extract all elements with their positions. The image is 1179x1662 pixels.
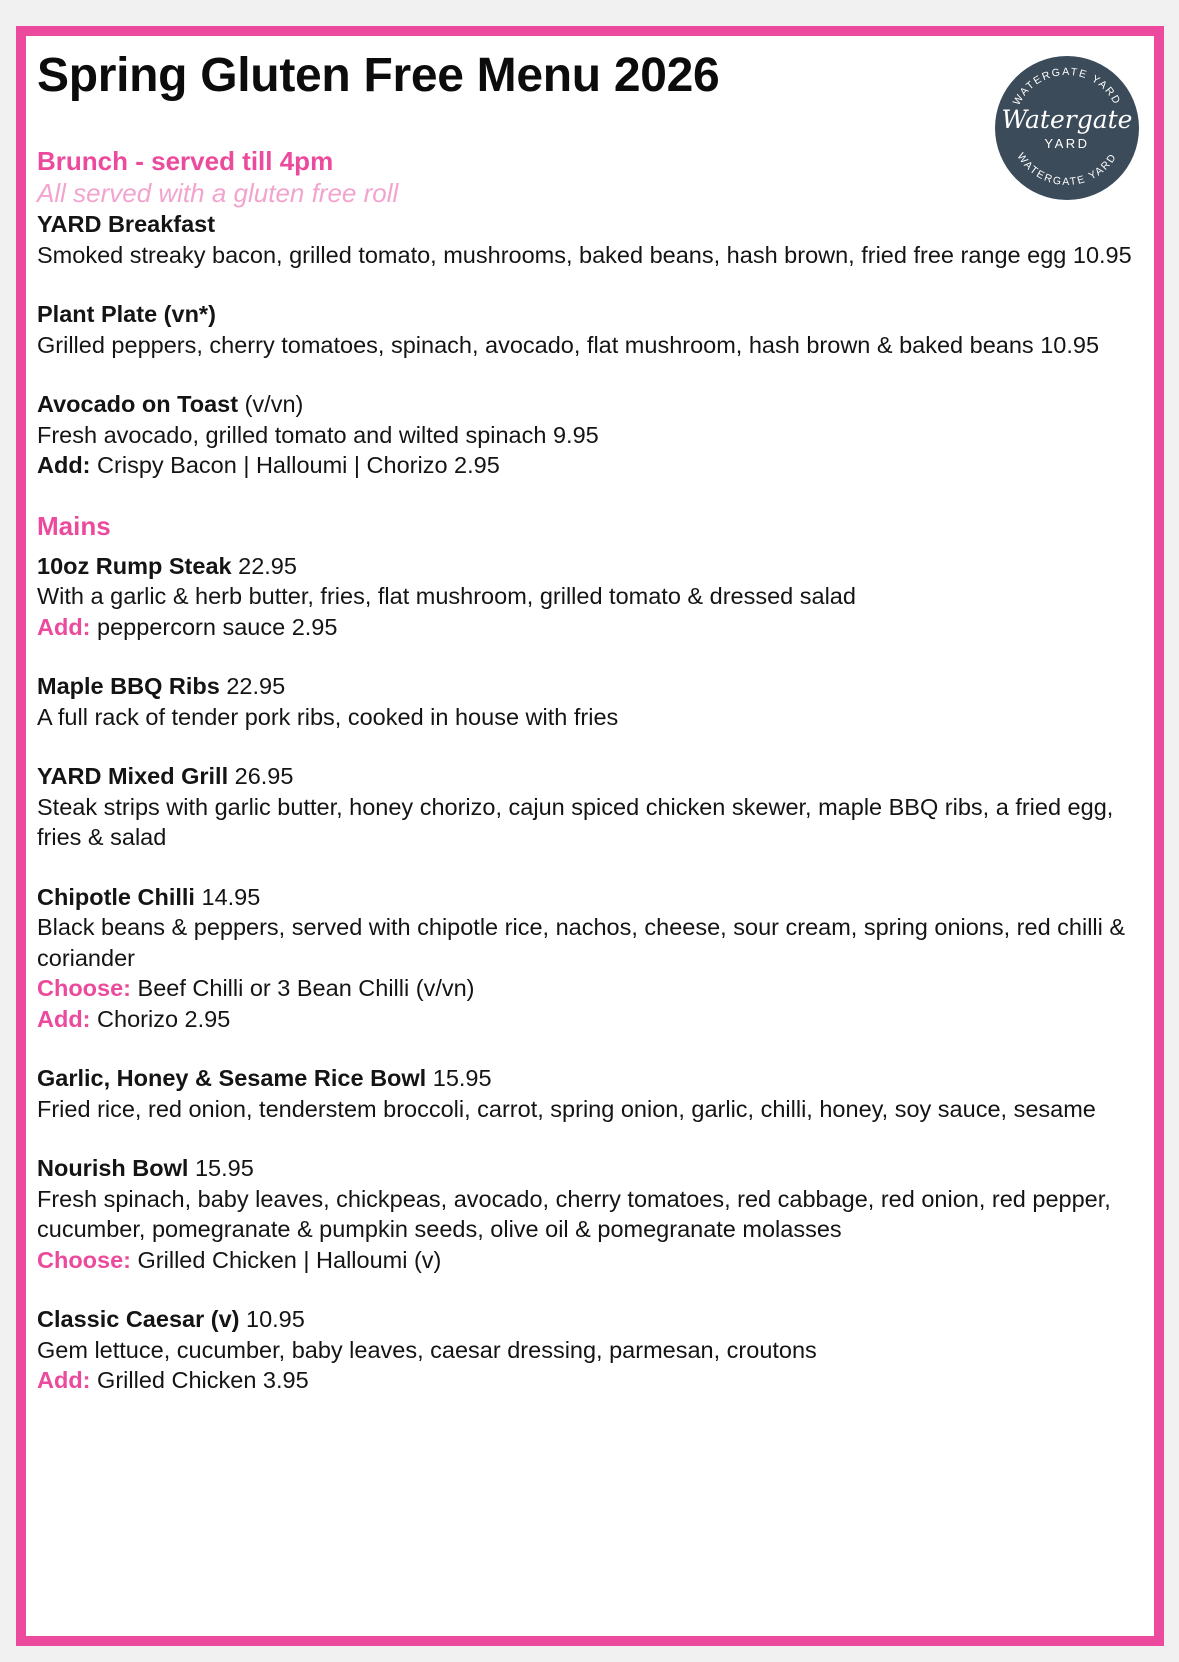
item-name: Maple BBQ Ribs (37, 673, 220, 699)
item-name: Classic Caesar (v) (37, 1306, 240, 1332)
item-price: 22.95 (226, 673, 286, 699)
brunch-heading: Brunch - served till 4pm (37, 146, 334, 176)
mains-heading: Mains (37, 510, 111, 541)
menu-content (37, 145, 1147, 1425)
item-description: With a garlic & herb butter, fries, flat mushroom, grilled tomato & dressed salad (37, 583, 856, 609)
brunch-items (37, 209, 1147, 481)
add-label: Add: (37, 1367, 91, 1393)
add-text: Chorizo 2.95 (97, 1005, 231, 1032)
menu-item (37, 1304, 1147, 1396)
item-description: Gem lettuce, cucumber, baby leaves, caesar dressing, parmesan, croutons (37, 1336, 817, 1363)
item-price: 14.95 (201, 883, 261, 910)
item-description: Smoked streaky bacon, grilled tomato, mushrooms, baked beans, hash brown, fried free range egg 10.95 (37, 241, 1132, 268)
choose-text: Grilled Chicken | Halloumi (v) (137, 1246, 442, 1273)
item-name: Plant Plate (vn*) (37, 301, 216, 327)
item-description: A full rack of tender pork ribs, cooked in house with fries (37, 703, 619, 730)
mains-items (37, 551, 1147, 1396)
item-price: 15.95 (194, 1155, 254, 1181)
item-name: Garlic, Honey & Sesame Rice Bowl (37, 1065, 427, 1091)
add-text: Grilled Chicken 3.95 (97, 1367, 309, 1393)
item-description: Fresh avocado, grilled tomato and wilted spinach 9.95 (37, 421, 599, 448)
menu-item (37, 389, 1147, 481)
brunch-subheading: All served with a gluten free roll (37, 178, 399, 208)
item-name: Avocado on Toast (37, 391, 239, 417)
menu-item (37, 1063, 1147, 1124)
choose-label: Choose: (37, 975, 131, 1001)
add-text: Crispy Bacon | Halloumi | Chorizo 2.95 (97, 452, 500, 478)
item-price: 22.95 (238, 552, 297, 579)
add-text: peppercorn sauce 2.95 (97, 613, 338, 640)
item-description: Fried rice, red onion, tenderstem broccoli, carrot, spring onion, garlic, chilli, honey, soy sauce, sesame (37, 1095, 1096, 1122)
choose-label: Choose: (37, 1246, 131, 1273)
logo-word-text: YARD (1044, 136, 1090, 151)
add-label: Add: (37, 1005, 91, 1032)
menu-item (37, 551, 1147, 643)
item-description: Steak strips with garlic butter, honey chorizo, cajun spiced chicken skewer, maple BBQ ribs, a fried egg, fries & salad (37, 793, 1114, 850)
item-name: 10oz Rump Steak (37, 552, 232, 579)
item-price: 26.95 (234, 763, 294, 789)
item-description: Black beans & peppers, served with chipotle rice, nachos, cheese, sour cream, spring onions, red chilli & coriander (37, 914, 1126, 971)
add-label: Add: (37, 452, 91, 478)
item-name: Nourish Bowl (37, 1155, 189, 1181)
item-price: 15.95 (432, 1065, 492, 1091)
logo-ring-top-text: WATERGATE YARD (1010, 65, 1124, 108)
item-name: Chipotle Chilli (37, 883, 195, 910)
add-label: Add: (37, 613, 91, 640)
logo-ring-bottom-text: WATERGATE YARD (1014, 150, 1120, 189)
item-name: YARD Breakfast (37, 211, 216, 237)
menu-item (37, 882, 1147, 1035)
item-name: YARD Mixed Grill (37, 763, 229, 789)
item-price: 10.95 (246, 1306, 305, 1332)
logo-script-text: Watergate (1001, 105, 1133, 134)
page-title: Spring Gluten Free Menu 2026 (37, 49, 720, 102)
item-diet-tag: (v/vn) (244, 391, 304, 417)
item-description: Grilled peppers, cherry tomatoes, spinach, avocado, flat mushroom, hash brown & baked beans 10.95 (37, 331, 1100, 358)
menu-item (37, 761, 1147, 853)
choose-text: Beef Chilli or 3 Bean Chilli (v/vn) (137, 975, 475, 1001)
item-description: Fresh spinach, baby leaves, chickpeas, avocado, cherry tomatoes, red cabbage, red onion, red pepper, cucumber, pomegranate & pumpkin seeds, olive oil & pomegranate molasses (37, 1185, 1111, 1242)
menu-item (37, 1153, 1147, 1275)
menu-item (37, 299, 1147, 360)
menu-item (37, 209, 1147, 270)
menu-item (37, 671, 1147, 732)
